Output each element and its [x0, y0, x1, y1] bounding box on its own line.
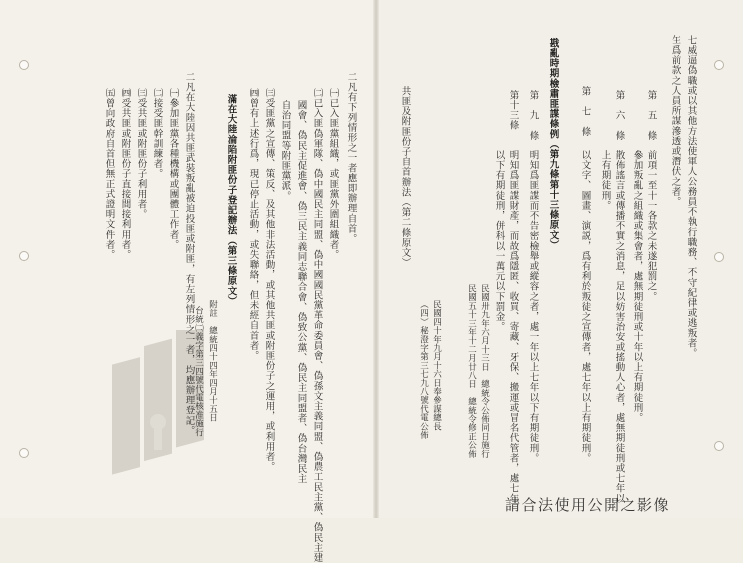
- clause-7: 七威逼偽職或以其他方法使軍人公務員不執行職務、不守紀律或逃叛者。: [685, 35, 697, 359]
- annotation-line-2: 台統㈡義字第三四號代電核准施行: [193, 306, 204, 437]
- left-col-12: ㈣受共匪或附匪份子直接間接利用者。: [119, 88, 131, 260]
- promulgation-date-1: 民國卅九年六月十三日 總統令公佈同日施行: [479, 284, 490, 458]
- punch-hole: [714, 60, 724, 70]
- article-6-text-a: 散佈謠言或傳播不實之消息，足以妨害治安或搖動人心者，處無期徒刑或七年以: [613, 150, 625, 504]
- punch-hole: [19, 251, 29, 261]
- article-6-number: 第 六 條: [613, 90, 625, 141]
- left-col-11: ㈢受共匪或附匪份子利用者。: [135, 88, 147, 220]
- annotation-line-1: 附註 總統四十四年四月十五日: [207, 300, 218, 422]
- promulgation-date-4: （四）秘澄字第三七九八號代電公佈: [418, 300, 429, 440]
- regulation-title: 共匪及附匪份子自首辦法（第二條原文）: [399, 86, 411, 268]
- left-col-6: ㈢受匪黨之宣傳、策反、及其他非法活動，或其他共匪或附匪份子之運用，或利用者。: [263, 88, 275, 472]
- page-fold: [373, 0, 379, 518]
- left-col-5: 自治同盟等附匪黨派。: [279, 100, 291, 201]
- article-7-number: 第 七 條: [579, 86, 591, 137]
- article-5-text-b: 參加叛亂之組織或集會者，處無期徒刑或十年以上有期徒刑。: [631, 150, 643, 423]
- article-13-text-a: 明知爲匪諜財產，而故爲隱匿、收買、寄藏、牙保、搬運或冒名代管者，處七年: [507, 150, 519, 504]
- article-9-number: 第 九 條: [527, 90, 539, 141]
- left-col-4: 國會、偽民主促進會、偽三民主義同志聯合會、偽致公黨、偽民主同盟者、偽台灣民主: [295, 100, 307, 484]
- article-7-text: 以文字、圖畫、演説，爲有利於叛徒之宣傳者，處七年以上有期徒刑。: [579, 150, 591, 464]
- punch-hole: [714, 441, 724, 451]
- archive-watermark-emblem: [92, 330, 242, 490]
- left-col-8: 二凡在大陸因共匪武裝叛亂被迫投匪或附匪，有左列情形之一者，均應辦理登記。: [183, 72, 195, 436]
- article-13-text-b: 以下有期徒刑，併科以一萬元以下罰金。: [493, 150, 505, 332]
- promulgation-date-2: 民國五十三年十二月廿八日 總統令修正公佈: [466, 284, 477, 458]
- article-5-number: 第 五 條: [645, 90, 657, 141]
- punch-hole: [19, 60, 29, 70]
- punch-hole: [19, 448, 29, 458]
- article-6-text-b: 上有期徒刑。: [599, 150, 611, 211]
- left-col-9: ㈠參加匪黨各種機構或團體工作者。: [167, 88, 179, 250]
- clause-8: 玍爲前款之人員所謀滲透或潛伏之者。: [669, 35, 681, 207]
- article-9-text: 明知爲匪諜而不告密檢舉或縱容之者，處一年以上七年以下有期徒刑。: [527, 150, 539, 464]
- usage-notice: 請合法使用公開之影像: [505, 496, 671, 514]
- punch-hole: [714, 252, 724, 262]
- law-title: 戡亂時期檢肅匪諜條例（第九條第十三條原文）: [547, 38, 559, 251]
- promulgation-date-3: 民國四十年九月十六日奉參謀總長: [431, 300, 442, 431]
- left-col-7: ㈣曾有上述行爲，現已停止活動，或失聯絡，但未經自首者。: [247, 88, 259, 361]
- left-col-3: ㈡已入匪偽軍隊、偽中國民主同盟、偽中國國民黨革命委員會、偽孫文主義同盟、偽農工民主黨、偽民主建: [311, 88, 323, 563]
- left-col-1: 二凡有下列情形之一者應即辦理自首。: [345, 72, 357, 244]
- registration-title: 滿在大陸淪陷附匪份子登記辦法（第三條原文）: [225, 94, 237, 307]
- left-col-2: ㈠已入匪黨組織，或匪黨外圍組織者。: [327, 88, 339, 260]
- left-col-13: ㈤曾向政府自首但無正式證明文件者。: [103, 88, 115, 260]
- article-5-text-a: 前項一至十一各款之未遂犯罰之。: [645, 150, 657, 302]
- left-col-10: ㈡接受匪幹訓練者。: [151, 88, 163, 179]
- article-13-number: 第十三條: [507, 90, 519, 131]
